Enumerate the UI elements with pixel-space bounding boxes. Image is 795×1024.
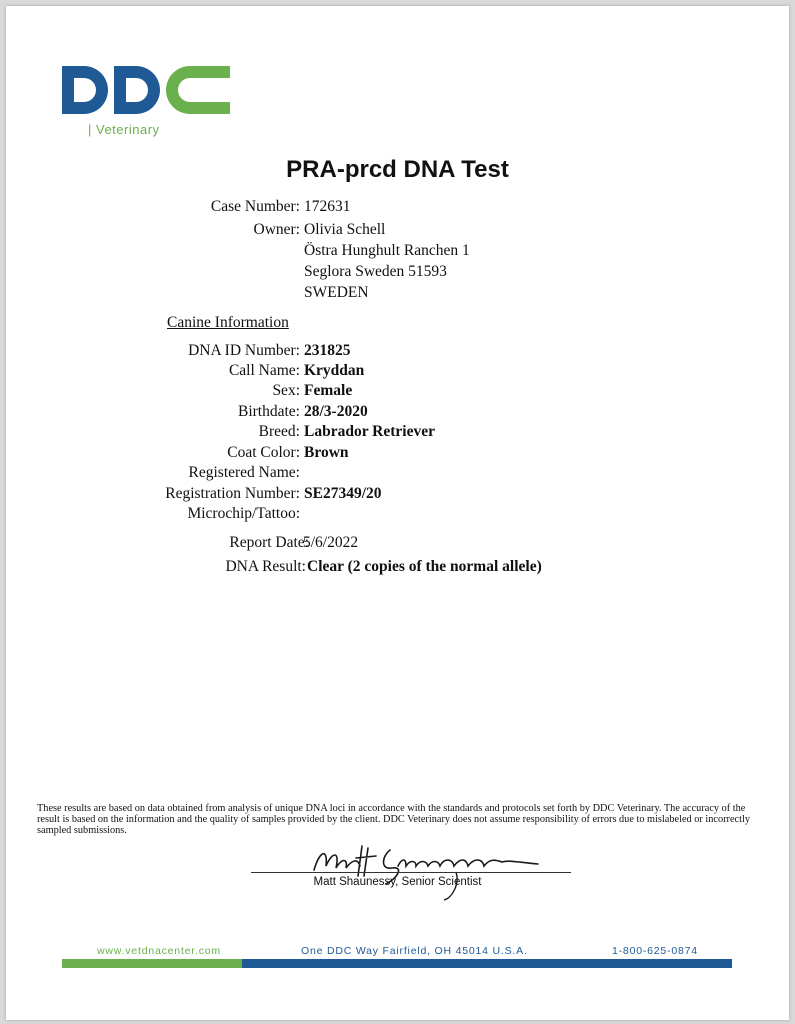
footer-address: One DDC Way Fairfield, OH 45014 U.S.A.	[301, 945, 528, 957]
dna-id-label: DNA ID Number:	[188, 342, 300, 359]
dna-result-label: DNA Result:	[225, 558, 306, 575]
report-date-value: 5/6/2022	[303, 534, 359, 551]
owner-name: Olivia Schell	[304, 221, 386, 238]
sex-label: Sex:	[272, 382, 300, 399]
signatory-name: Matt Shaunessy, Senior Scientist	[313, 876, 482, 888]
coat-color-label: Coat Color:	[227, 444, 300, 461]
coat-color-value: Brown	[304, 444, 349, 461]
report-page	[6, 6, 789, 1020]
owner-country: SWEDEN	[304, 284, 369, 301]
footer-bar-green	[62, 959, 242, 968]
footer-website: www.vetdnacenter.com	[97, 945, 221, 957]
signature-line	[251, 872, 571, 873]
dna-id-value: 231825	[304, 342, 351, 359]
sex-value: Female	[304, 382, 353, 399]
owner-label: Owner:	[253, 221, 300, 238]
case-number-value: 172631	[304, 198, 351, 215]
case-number-label: Case Number:	[210, 198, 300, 215]
canine-info-heading: Canine Information	[167, 314, 289, 331]
owner-address-line-1: Östra Hunghult Ranchen 1	[304, 242, 470, 259]
logo-division-text: | Veterinary	[88, 122, 160, 137]
document-title: PRA-prcd DNA Test	[286, 156, 509, 183]
disclaimer-text: These results are based on data obtained from analysis of unique DNA loci in accordance with the standards and protocols set forth by DDC Veterinary. The accuracy of the result is based on the information and the quality of samples provided by the client. DDC Veterinary does not assume responsibility of errors due to mislabeled or incorrectly sampled submissions.	[37, 803, 750, 837]
handwritten-signature	[306, 836, 546, 906]
footer-phone: 1-800-625-0874	[612, 945, 698, 957]
call-name-label: Call Name:	[228, 362, 300, 379]
call-name-value: Kryddan	[304, 362, 365, 379]
breed-value: Labrador Retriever	[304, 423, 435, 440]
breed-label: Breed:	[258, 423, 300, 440]
registration-number-value: SE27349/20	[304, 485, 382, 502]
registration-number-label: Registration Number:	[165, 485, 300, 502]
owner-address-line-2: Seglora Sweden 51593	[304, 263, 447, 280]
registered-name-label: Registered Name:	[188, 464, 300, 481]
footer-bar-blue	[242, 959, 732, 968]
birthdate-label: Birthdate:	[238, 403, 300, 420]
dna-result-value: Clear (2 copies of the normal allele)	[307, 558, 542, 575]
microchip-label: Microchip/Tattoo:	[187, 505, 300, 522]
birthdate-value: 28/3-2020	[304, 403, 368, 420]
report-date-label: Report Date:	[229, 534, 309, 551]
